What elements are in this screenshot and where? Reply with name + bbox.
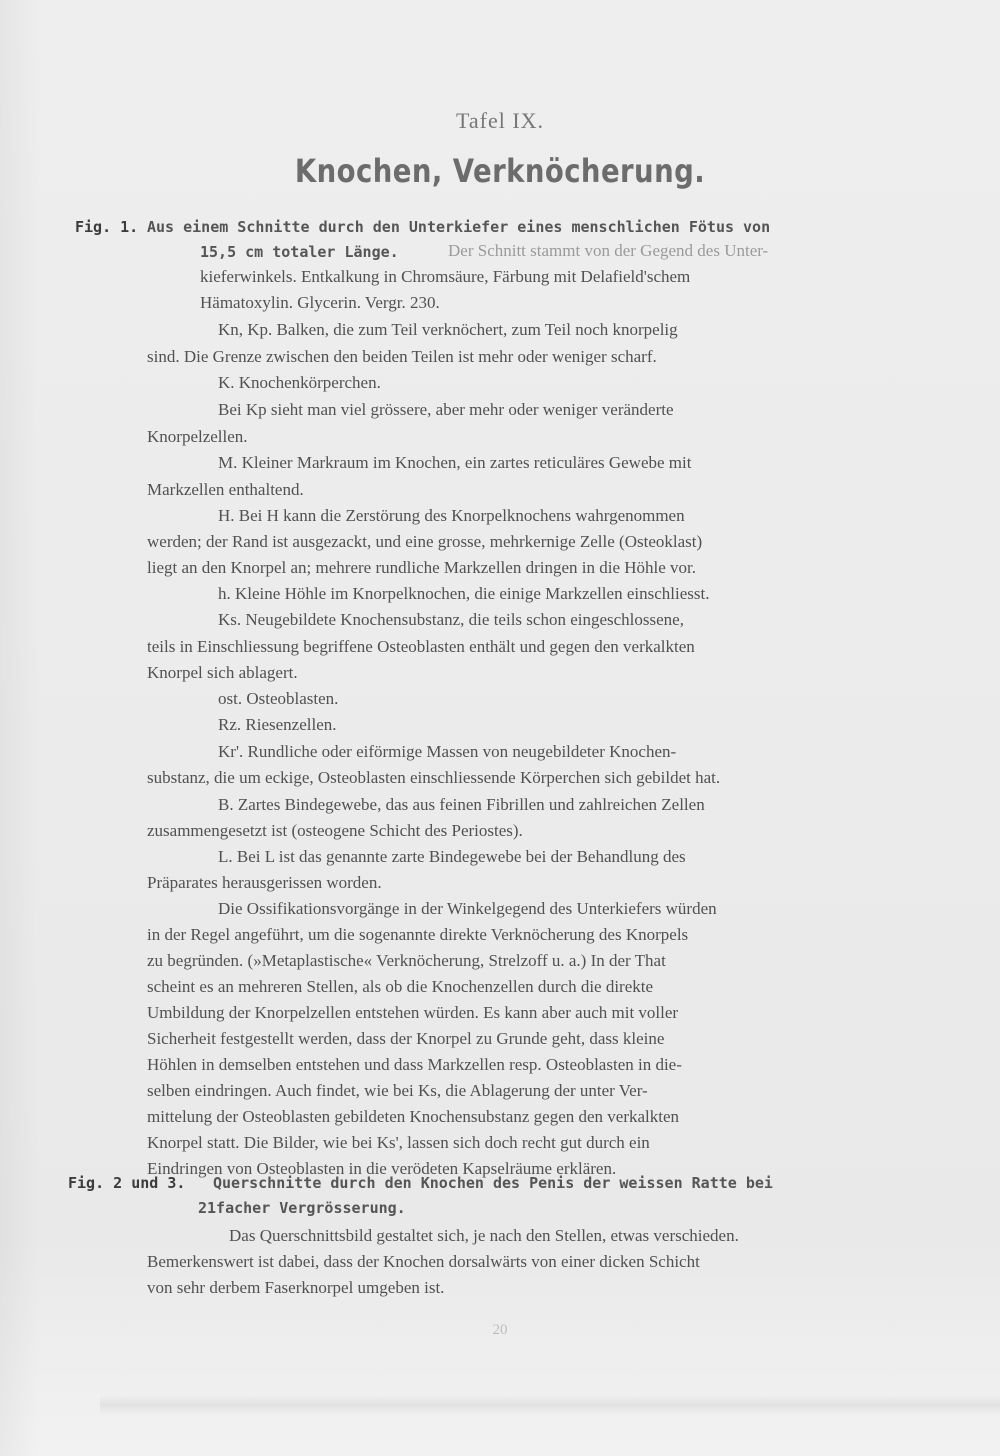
fig1-text-line: L. Bei L ist das genannte zarte Bindegewebe bei der Behandlung des — [218, 847, 686, 866]
fig1-text-line: scheint es an mehreren Stellen, als ob die Knochenzellen durch die direkte — [147, 977, 654, 996]
fig1-text-line: M. Kleiner Markraum im Knochen, ein zartes reticuläres Gewebe mit — [218, 453, 692, 472]
fig1-heading-line1: Aus einem Schnitte durch den Unterkiefer eines menschlichen Fötus von — [147, 218, 771, 236]
fig1-text-line: Kn, Kp. Balken, die zum Teil verknöchert, zum Teil noch knorpelig — [218, 320, 678, 339]
fig23-heading-line2: 21facher Vergrösserung. — [198, 1199, 406, 1217]
fig1-text-line: teils in Einschliessung begriffene Osteoblasten enthält und gegen den verkalkten — [147, 637, 695, 656]
fig1-text-line: Ks. Neugebildete Knochensubstanz, die teils schon eingeschlossene, — [218, 610, 684, 629]
fig1-text-line: H. Bei H kann die Zerstörung des Knorpelknochens wahrgenommen — [218, 506, 685, 525]
fig1-text-line: in der Regel angeführt, um die sogenannte direkte Verknöcherung des Knorpels — [147, 925, 689, 944]
fig1-text-line: B. Zartes Bindegewebe, das aus feinen Fibrillen und zahlreichen Zellen — [218, 795, 705, 814]
fig1-text-line: Höhlen in demselben entstehen und dass Markzellen resp. Osteoblasten in die- — [147, 1055, 682, 1074]
fig23-label: Fig. 2 und 3. — [68, 1174, 186, 1192]
fig1-text-line: Knorpelzellen. — [147, 427, 248, 446]
page-gutter-shadow — [0, 0, 40, 1456]
fig1-text-line: sind. Die Grenze zwischen den beiden Teilen ist mehr oder weniger scharf. — [147, 347, 657, 366]
fig23-text-line: Das Querschnittsbild gestaltet sich, je nach den Stellen, etwas verschieden. — [229, 1226, 739, 1245]
fig1-heading-line2: 15,5 cm totaler Länge. — [200, 243, 399, 261]
fig1-text-line: Sicherheit festgestellt werden, dass der Knorpel zu Grunde geht, dass kleine — [147, 1029, 665, 1048]
fig1-text-line: Knorpel statt. Die Bilder, wie bei Ks', lassen sich doch recht gut durch ein — [147, 1133, 650, 1152]
fig1-text-line: Knorpel sich ablagert. — [147, 663, 298, 682]
fig1-text-line: werden; der Rand ist ausgezackt, und eine grosse, mehrkernige Zelle (Osteoklast) — [147, 532, 703, 551]
paper-fold-shadow — [100, 1395, 1000, 1415]
fig1-text-line: Kr'. Rundliche oder eiförmige Massen von neugebildeter Knochen- — [218, 742, 677, 761]
fig1-text-line: h. Kleine Höhle im Knorpelknochen, die einige Markzellen einschliesst. — [218, 584, 710, 603]
fig1-heading-line2-rest: Der Schnitt stammt von der Gegend des Unter- — [448, 241, 769, 260]
fig1-text-line: Bei Kp sieht man viel grössere, aber mehr oder weniger veränderte — [218, 400, 674, 419]
fig23-text-line: Bemerkenswert ist dabei, dass der Knochen dorsalwärts von einer dicken Schicht — [147, 1252, 700, 1271]
fig1-text-line: zusammengesetzt ist (osteogene Schicht des Periostes). — [147, 821, 523, 840]
fig1-text-line: ost. Osteoblasten. — [218, 689, 339, 708]
fig1-label: Fig. 1. — [75, 218, 139, 236]
fig1-text-line: Eindringen von Osteoblasten in die verödeten Kapselräume erklären. — [147, 1159, 617, 1178]
plate-number: Tafel IX. — [455, 108, 545, 133]
fig1-text-line: Die Ossifikationsvorgänge in der Winkelgegend des Unterkiefers würden — [218, 899, 717, 918]
fig1-text-line: liegt an den Knorpel an; mehrere rundliche Markzellen dringen in die Höhle vor. — [147, 558, 697, 577]
fig1-text-line: kieferwinkels. Entkalkung in Chromsäure, Färbung mit Delafield'schem — [200, 267, 691, 286]
page-number: 20 — [492, 1322, 508, 1338]
page-title: Knochen, Verknöcherung. — [294, 152, 706, 190]
fig1-text-line: selben eindringen. Auch findet, wie bei Ks, die Ablagerung der unter Ver- — [147, 1081, 648, 1100]
fig1-text-line: Markzellen enthaltend. — [147, 480, 304, 499]
fig1-text-line: Umbildung der Knorpelzellen entstehen würden. Es kann aber auch mit voller — [147, 1003, 679, 1022]
fig1-text-line: Hämatoxylin. Glycerin. Vergr. 230. — [200, 293, 440, 312]
fig23-text-line: von sehr derbem Faserknorpel umgeben ist. — [147, 1278, 445, 1297]
fig23-heading-line1: Querschnitte durch den Knochen des Penis der weissen Ratte bei — [213, 1174, 773, 1192]
fig1-text-line: zu begründen. (»Metaplastische« Verknöcherung, Strelzoff u. a.) In der That — [147, 951, 666, 970]
fig1-text-line: substanz, die um eckige, Osteoblasten einschliessende Körperchen sich gebildet hat. — [147, 768, 721, 787]
fig1-text-line: Präparates herausgerissen worden. — [147, 873, 382, 892]
fig1-text-line: mittelung der Osteoblasten gebildeten Knochensubstanz gegen den verkalkten — [147, 1107, 680, 1126]
fig1-text-line: Rz. Riesenzellen. — [218, 715, 337, 734]
fig1-text-line: K. Knochenkörperchen. — [218, 373, 381, 392]
